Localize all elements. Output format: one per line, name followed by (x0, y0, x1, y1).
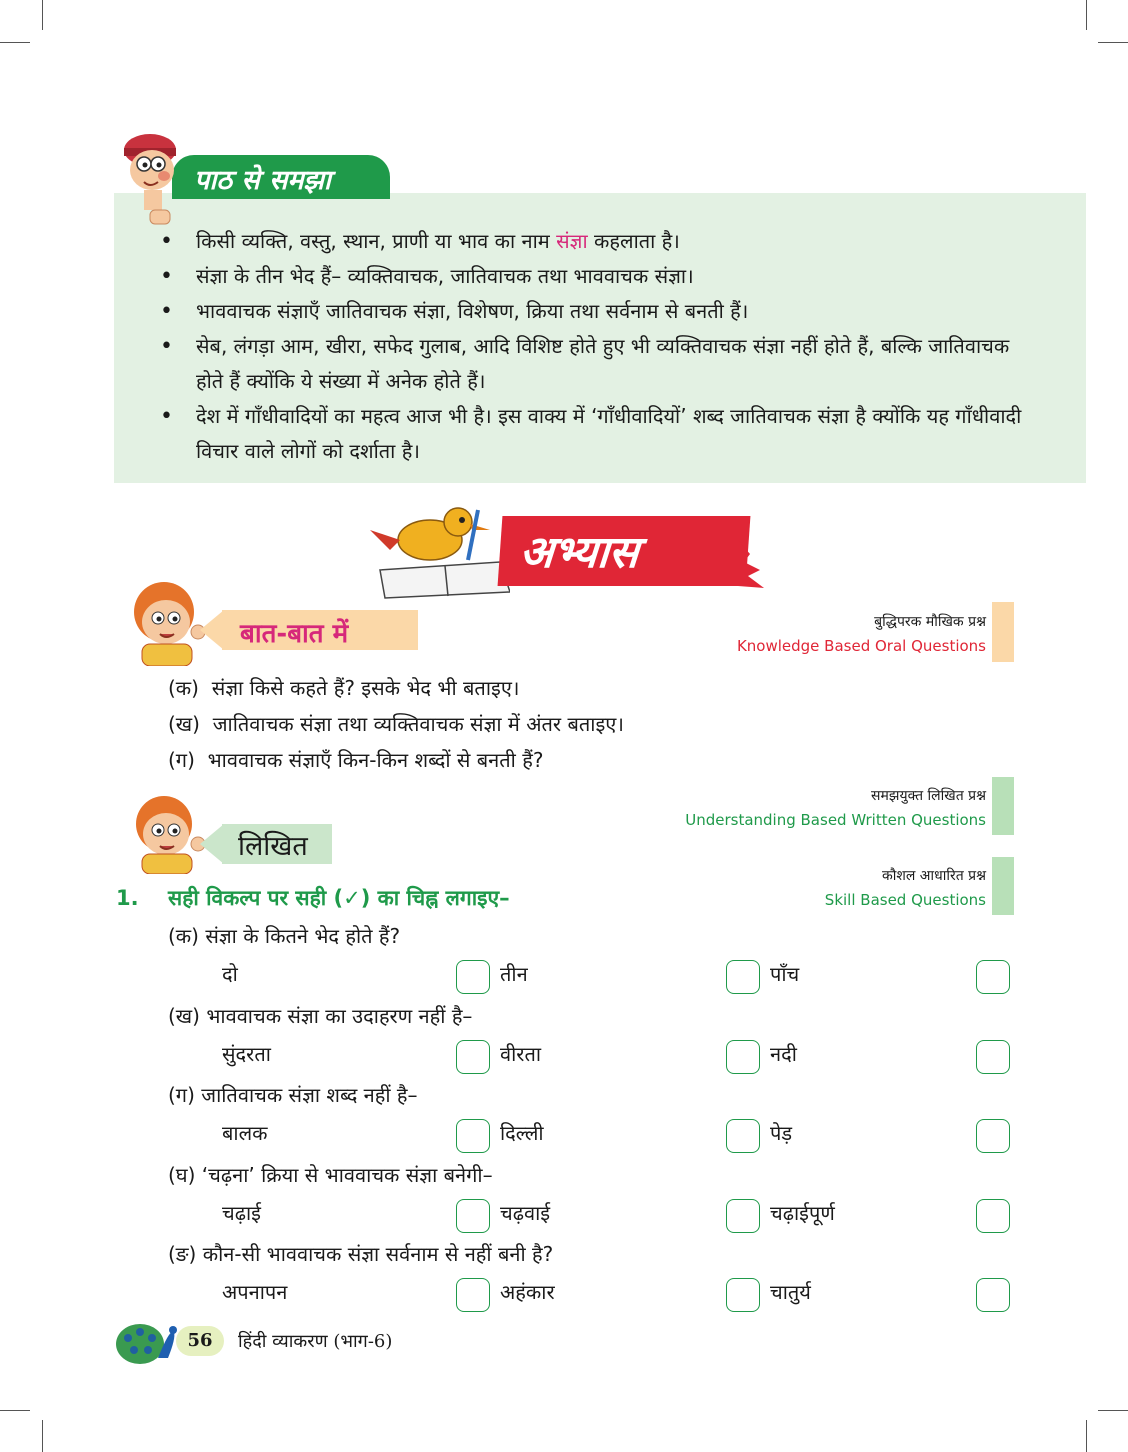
oral-label-en: Knowledge Based Oral Questions (736, 637, 986, 655)
skill-label (640, 866, 986, 909)
boy-avatar-icon (128, 790, 208, 874)
mcq-option-label: तीन (500, 962, 528, 986)
written-label (640, 786, 986, 829)
summary-title-tab (172, 155, 390, 199)
oral-question: (ख) जातिवाचक संज्ञा तथा व्यक्तिवाचक संज्ञा में अंतर बताइए। (168, 712, 624, 736)
mcq-checkbox[interactable] (726, 960, 760, 994)
peacock-icon (114, 1318, 184, 1366)
mcq-checkbox[interactable] (976, 960, 1010, 994)
crop-mark (1098, 42, 1128, 43)
mcq-option-label: चढ़ाईपूर्ण (770, 1201, 835, 1225)
banner-splash-icon (738, 540, 772, 590)
mcq-checkbox[interactable] (726, 1278, 760, 1312)
mcq-option-label: वीरता (500, 1042, 542, 1066)
list-item: • किसी व्यक्ति, वस्तु, स्थान, प्राणी या भाव का नाम संज्ञा कहलाता है। (160, 224, 1040, 259)
list-item: • देश में गाँधीवादियों का महत्व आज भी है। इस वाक्य में ‘गाँधीवादियों’ शब्द जातिवाचक संज्ञा है क्योंकि यह गाँधीवादी विचार वाले लोगों को दर्शाता है। (160, 399, 1040, 469)
written-tag (222, 824, 332, 864)
mcq-option-label: सुंदरता (222, 1042, 271, 1066)
mcq-option-label: दिल्ली (500, 1121, 544, 1145)
mcq-checkbox[interactable] (456, 1278, 490, 1312)
crop-mark (1098, 1410, 1128, 1411)
written-label-bar (992, 777, 1014, 835)
oral-label (640, 612, 986, 655)
list-item: • भाववाचक संज्ञाएँ जातिवाचक संज्ञा, विशेषण, क्रिया तथा सर्वनाम से बनती हैं। (160, 294, 1040, 329)
mcq-option-label: अहंकार (500, 1280, 555, 1304)
exercise-banner-title: अभ्यास (518, 527, 641, 578)
skill-label-bar (992, 857, 1014, 915)
mcq-question: (ख) भाववाचक संज्ञा का उदाहरण नहीं है– (168, 1004, 473, 1028)
mcq-option-label: पाँच (770, 962, 800, 986)
question-number: 1. (116, 886, 139, 910)
mascot-boy-icon (114, 124, 186, 228)
highlighted-term: संज्ञा (556, 229, 588, 253)
mcq-checkbox[interactable] (456, 1040, 490, 1074)
book-title: हिंदी व्याकरण (भाग-6) (238, 1331, 393, 1352)
question-title: सही विकल्प पर सही (✓) का चिह्न लगाइए– (168, 886, 510, 910)
crop-mark (42, 1420, 43, 1452)
mcq-option-label: बालक (222, 1121, 268, 1145)
crop-mark (1086, 1420, 1087, 1452)
written-label-en: Understanding Based Written Questions (685, 811, 986, 829)
mcq-checkbox[interactable] (726, 1119, 760, 1153)
mcq-question: (घ) ‘चढ़ना’ क्रिया से भाववाचक संज्ञा बनेगी– (168, 1163, 493, 1187)
list-item: • सेब, लंगड़ा आम, खीरा, सफेद गुलाब, आदि विशिष्ट होते हुए भी व्यक्तिवाचक संज्ञा नहीं होते हैं, बल्कि जातिवाचक होते हैं क्योंकि ये संख्या में अनेक होते हैं। (160, 329, 1040, 399)
oral-question: (क) संज्ञा किसे कहते हैं? इसके भेद भी बताइए। (168, 676, 520, 700)
mcq-question: (ङ) कौन-सी भाववाचक संज्ञा सर्वनाम से नहीं बनी है? (168, 1242, 554, 1266)
summary-bullets (160, 224, 1040, 469)
written-tag-label: लिखित (238, 831, 308, 862)
mcq-option-label: चढ़ाई (222, 1201, 261, 1225)
tag-arrow-icon (200, 610, 224, 650)
oral-label-bar (992, 602, 1014, 662)
mcq-question: (क) संज्ञा के कितने भेद होते हैं? (168, 924, 401, 948)
mcq-checkbox[interactable] (456, 960, 490, 994)
oral-label-hi: बुद्धिपरक मौखिक प्रश्न (874, 614, 986, 630)
mcq-checkbox[interactable] (976, 1119, 1010, 1153)
mcq-option-label: चातुर्य (770, 1280, 811, 1304)
mcq-option-label: चढ़वाई (500, 1201, 551, 1225)
mcq-checkbox[interactable] (726, 1040, 760, 1074)
mcq-checkbox[interactable] (456, 1119, 490, 1153)
mcq-checkbox[interactable] (976, 1040, 1010, 1074)
bird-book-icon (360, 500, 510, 600)
skill-label-en: Skill Based Questions (824, 891, 986, 909)
crop-mark (42, 0, 43, 30)
mcq-option-label: पेड़ (770, 1121, 793, 1145)
boy-avatar-icon (128, 576, 208, 666)
summary-title: पाठ से समझा (194, 165, 331, 196)
crop-mark (0, 1410, 30, 1411)
oral-tag-label: बात-बात में (240, 619, 349, 649)
oral-tag (222, 610, 418, 650)
oral-question: (ग) भाववाचक संज्ञाएँ किन-किन शब्दों से बनती हैं? (168, 748, 544, 772)
mcq-checkbox[interactable] (456, 1199, 490, 1233)
skill-label-hi: कौशल आधारित प्रश्न (881, 868, 986, 884)
mcq-checkbox[interactable] (976, 1278, 1010, 1312)
list-item: • संज्ञा के तीन भेद हैं– व्यक्तिवाचक, जातिवाचक तथा भाववाचक संज्ञा। (160, 259, 1040, 294)
mcq-question: (ग) जातिवाचक संज्ञा शब्द नहीं है– (168, 1083, 418, 1107)
mcq-option-label: नदी (770, 1042, 797, 1066)
crop-mark (1086, 0, 1087, 30)
mcq-checkbox[interactable] (976, 1199, 1010, 1233)
tag-arrow-icon (200, 824, 224, 864)
exercise-banner (498, 516, 751, 586)
mcq-checkbox[interactable] (726, 1199, 760, 1233)
written-label-hi: समझयुक्त लिखित प्रश्न (871, 788, 986, 804)
page-number: 56 (176, 1326, 224, 1356)
mcq-option-label: दो (222, 962, 238, 986)
crop-mark (0, 42, 30, 43)
mcq-option-label: अपनापन (222, 1280, 288, 1304)
